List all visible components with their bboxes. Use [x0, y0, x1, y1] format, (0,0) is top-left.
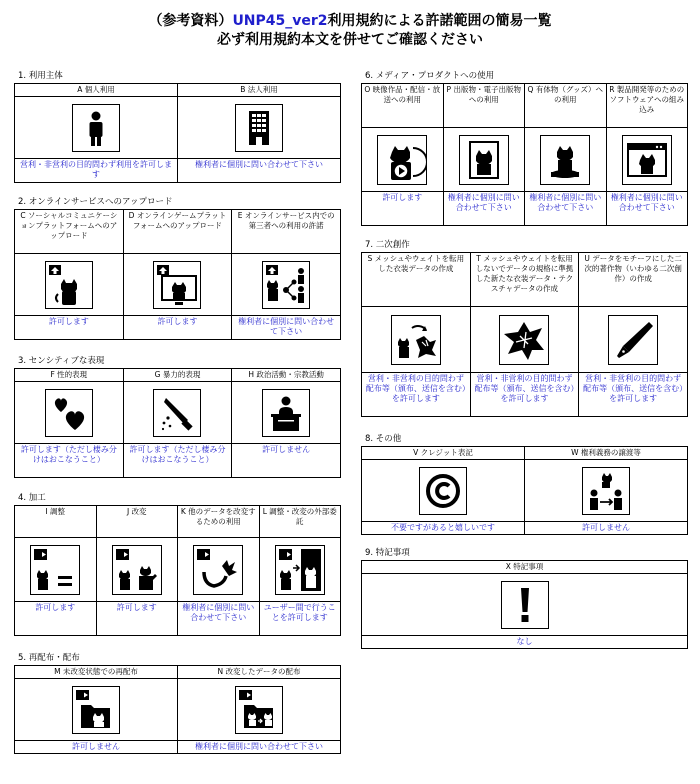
- title-prefix: （参考資料）: [148, 13, 233, 29]
- item-header: B 法人利用: [178, 84, 341, 97]
- item-header: C ソーシャルコミュニケーションプラットフォームへのアップロード: [15, 210, 124, 254]
- item-header: O 映像作品・配信・放送への利用: [362, 84, 444, 128]
- item-header: D オンラインゲームプラットフォームへのアップロード: [123, 210, 232, 254]
- permission-text: 営利・非営利の目的問わず配布等（頒布、送信を含む）を許可します: [579, 373, 688, 417]
- item-header: K 他のデータを改変するための利用: [178, 506, 260, 538]
- permission-text: 権利者に個別に問い合わせて下さい: [178, 741, 341, 754]
- section-title: 7. 二次創作: [365, 240, 410, 250]
- pen-nib-icon: [608, 315, 658, 365]
- item-header: Q 有体物（グッズ）への利用: [525, 84, 607, 128]
- hearts-icon: [45, 389, 93, 437]
- permission-text: 営利・非営利の目的問わず配布等（頒布、送信を含む）を許可します: [470, 373, 579, 417]
- modify-icon: [112, 545, 162, 595]
- page-subtitle: 必ず利用規約本文を併せてご確認ください: [217, 32, 483, 48]
- section-derivative-works: [361, 240, 688, 417]
- clothes-cycle-icon: [391, 315, 441, 365]
- section-processing: [14, 493, 341, 636]
- item-header: J 改変: [96, 506, 178, 538]
- item-header: R 製品開発等のためのソフトウェアへの組み込み: [606, 84, 688, 128]
- permission-text: 営利・非営利の目的問わず配布等（頒布、送信を含む）を許可します: [362, 373, 471, 417]
- modify-other-icon: [193, 545, 243, 595]
- redistribute-icon: [72, 686, 120, 734]
- item-header: P 出版物・電子出版物への利用: [443, 84, 525, 128]
- section-title: 8. その他: [365, 434, 402, 444]
- knife-icon: [153, 389, 201, 437]
- section-title: 3. センシティブな表現: [18, 356, 105, 366]
- item-header: F 性的表現: [15, 369, 124, 382]
- transfer-rights-icon: [582, 467, 630, 515]
- permission-text: 権利者に個別に問い合わせて下さい: [178, 602, 260, 636]
- permission-text: ユーザー間で行うことを許可します: [259, 602, 341, 636]
- section-sensitive-expression: [14, 356, 341, 478]
- section-title: 6. メディア・プロダクトへの使用: [365, 71, 495, 81]
- permission-text: 許可しません: [15, 741, 178, 754]
- podium-icon: [262, 389, 310, 437]
- item-header: X 特記事項: [362, 561, 688, 574]
- item-header: M 未改変状態での再配布: [15, 666, 178, 679]
- section-usage-subject: [14, 71, 341, 183]
- fabric-icon: [499, 315, 549, 365]
- software-window-icon: [622, 135, 672, 185]
- outsource-icon: [275, 545, 325, 595]
- section-title: 2. オンラインサービスへのアップロード: [18, 197, 173, 207]
- item-header: I 調整: [15, 506, 97, 538]
- item-header: G 暴力的表現: [123, 369, 232, 382]
- title-suffix: 利用規約による許諾範囲の簡易一覧: [327, 13, 552, 29]
- item-header: H 政治活動・宗教活動: [232, 369, 341, 382]
- permission-text: 不要ですがあると嬉しいです: [362, 522, 525, 535]
- video-play-icon: [377, 135, 427, 185]
- permission-text: 権利者に個別に問い合わせて下さい: [178, 159, 341, 183]
- item-header: E オンラインサービス内での第三者への利用の許諾: [232, 210, 341, 254]
- person-icon: [72, 104, 120, 152]
- permission-text: 権利者に個別に問い合わせて下さい: [443, 192, 525, 226]
- permission-text: 許可しません: [232, 444, 341, 478]
- permission-text: なし: [362, 636, 688, 649]
- permission-text: 権利者に個別に問い合わせて下さい: [232, 316, 341, 340]
- building-icon: [235, 104, 283, 152]
- permission-text: 権利者に個別に問い合わせて下さい: [606, 192, 688, 226]
- permission-text: 許可します: [15, 602, 97, 636]
- item-header: V クレジット表記: [362, 447, 525, 460]
- item-header: S メッシュやウェイトを転用した衣装データの作成: [362, 253, 471, 307]
- permission-text: 許可します（ただし棲み分けはおこなうこと）: [15, 444, 124, 478]
- page-title: [0, 12, 700, 30]
- adjust-equal-icon: [30, 545, 80, 595]
- permission-text: 許可します: [123, 316, 232, 340]
- permission-text: 許可します: [15, 316, 124, 340]
- item-header: N 改変したデータの配布: [178, 666, 341, 679]
- permission-text: 営利・非営利の目的問わず利用を許可します: [15, 159, 178, 183]
- section-title: 5. 再配布・配布: [18, 653, 80, 663]
- section-title: 1. 利用主体: [18, 71, 63, 81]
- permission-text: 許可しません: [525, 522, 688, 535]
- title-model-name: UNP45_ver2: [232, 13, 328, 29]
- upload-game-icon: [153, 261, 201, 309]
- item-header: T メッシュやウェイトを転用しないでデータの規格に準拠した新たな衣装データ・テクスチャデータの作成: [470, 253, 579, 307]
- distribute-modified-icon: [235, 686, 283, 734]
- permission-text: 許可します: [96, 602, 178, 636]
- section-others: [361, 434, 688, 535]
- section-online-upload: [14, 197, 341, 340]
- item-header: A 個人利用: [15, 84, 178, 97]
- section-redistribution: [14, 653, 341, 754]
- permission-text: 権利者に個別に問い合わせて下さい: [525, 192, 607, 226]
- permission-text: 許可します: [362, 192, 444, 226]
- publication-icon: [459, 135, 509, 185]
- section-special-notes: [361, 548, 688, 649]
- item-header: U データをモチーフにした二次的著作物（いわゆる二次創作）の作成: [579, 253, 688, 307]
- section-media-products: [361, 71, 688, 226]
- item-header: L 調整・改変の外部委託: [259, 506, 341, 538]
- goods-icon: [540, 135, 590, 185]
- upload-cat-icon: [45, 261, 93, 309]
- section-title: 4. 加工: [18, 493, 46, 503]
- section-title: 9. 特記事項: [365, 548, 410, 558]
- permission-text: 許可します（ただし棲み分けはおこなうこと）: [123, 444, 232, 478]
- item-header: W 権利義務の譲渡等: [525, 447, 688, 460]
- copyright-icon: [419, 467, 467, 515]
- exclamation-icon: [501, 581, 549, 629]
- share-network-icon: [262, 261, 310, 309]
